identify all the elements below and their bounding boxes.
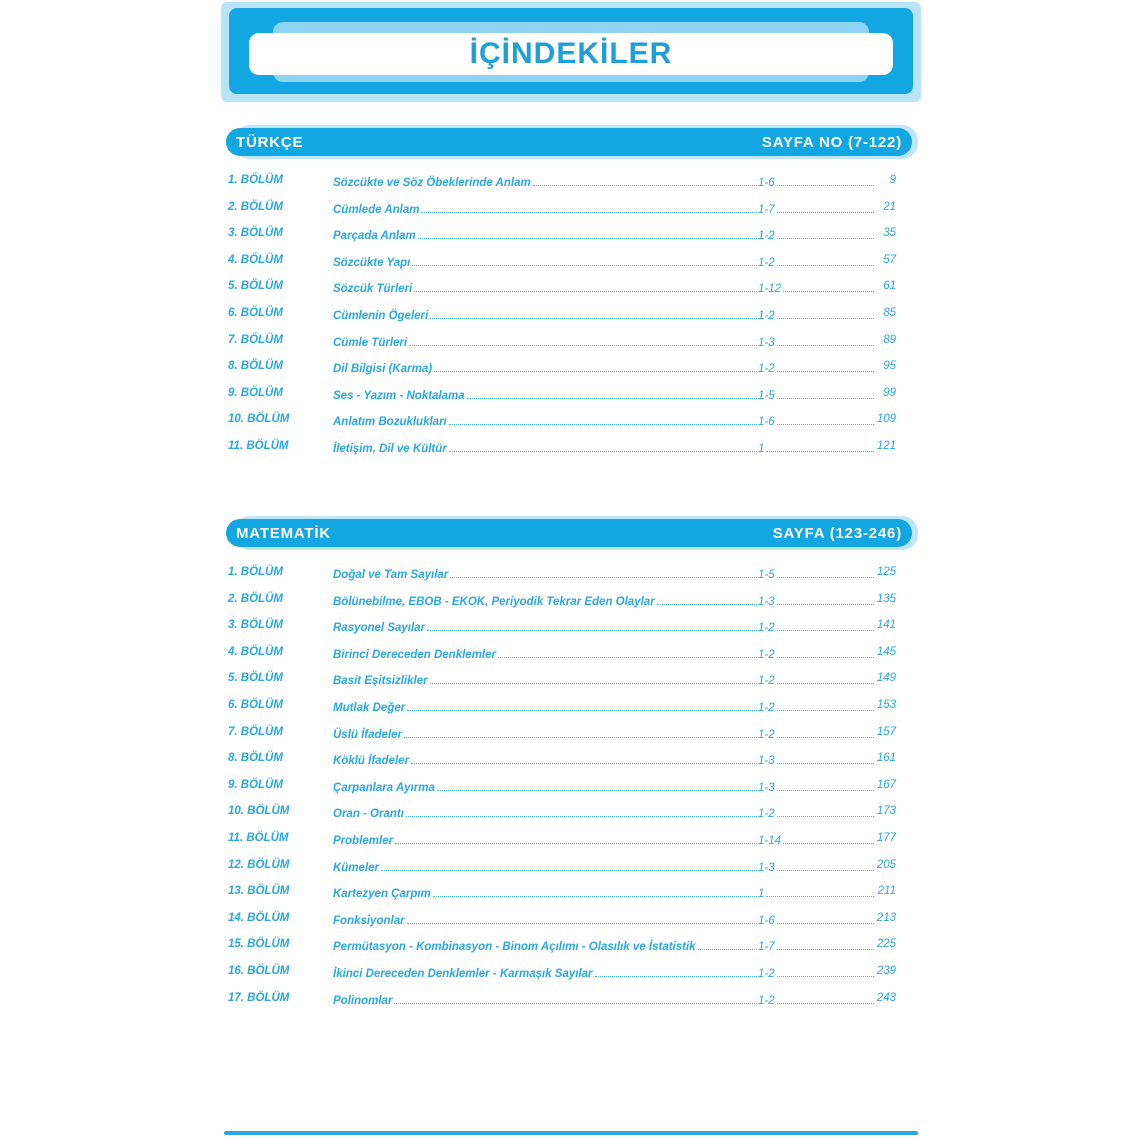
chapter-number: 9. BÖLÜM bbox=[228, 778, 283, 791]
test-range: 1-3 bbox=[758, 861, 775, 874]
toc-row[interactable] bbox=[228, 693, 896, 720]
dot-leader bbox=[777, 965, 874, 977]
test-range: 1-2 bbox=[758, 230, 775, 243]
page-number: 109 bbox=[876, 413, 896, 426]
dot-leader bbox=[777, 413, 874, 425]
chapter-number: 2. BÖLÜM bbox=[228, 592, 283, 605]
dot-leader bbox=[777, 752, 874, 764]
test-range: 1-2 bbox=[758, 994, 775, 1007]
dot-leader bbox=[430, 672, 757, 684]
dot-leader bbox=[430, 307, 757, 319]
chapter-topic: Ses - Yazım - Noktalama bbox=[333, 389, 465, 402]
chapter-topic: Cümle Türleri bbox=[333, 336, 408, 349]
dot-leader bbox=[595, 965, 757, 977]
dot-leader bbox=[777, 992, 874, 1004]
dot-leader bbox=[777, 672, 874, 684]
chapter-topic: Üslü İfadeler bbox=[333, 728, 403, 741]
dot-leader bbox=[418, 227, 757, 239]
dot-leader bbox=[777, 387, 874, 399]
test-range: 1-2 bbox=[758, 967, 775, 980]
section-title: TÜRKÇE bbox=[236, 133, 304, 151]
section-header-turkce bbox=[226, 125, 918, 159]
dot-leader bbox=[395, 832, 757, 844]
chapter-number: 2. BÖLÜM bbox=[228, 200, 283, 213]
dot-leader bbox=[766, 440, 874, 452]
toc-row[interactable] bbox=[228, 613, 896, 640]
test-range: 1-2 bbox=[758, 309, 775, 322]
chapter-number: 8. BÖLÜM bbox=[228, 360, 283, 373]
page-number: 35 bbox=[883, 227, 896, 240]
page-number: 145 bbox=[876, 645, 896, 658]
page-number: 205 bbox=[876, 858, 896, 871]
chapter-topic: Sözcükte Yapı bbox=[333, 256, 411, 269]
chapter-topic: Basit Eşitsizlikler bbox=[333, 675, 428, 688]
dot-leader bbox=[414, 280, 757, 292]
toc-row[interactable] bbox=[228, 666, 896, 693]
chapter-topic: Köklü İfadeler bbox=[333, 755, 410, 768]
test-range: 1-6 bbox=[758, 914, 775, 927]
dot-leader bbox=[777, 726, 874, 738]
page-number: 61 bbox=[883, 280, 896, 293]
page-number: 89 bbox=[883, 333, 896, 346]
test-range: 1-2 bbox=[758, 648, 775, 661]
page-number: 99 bbox=[883, 386, 896, 399]
dot-leader bbox=[777, 593, 874, 605]
dot-leader bbox=[498, 646, 757, 658]
test-range: 1-2 bbox=[758, 728, 775, 741]
toc-row[interactable] bbox=[228, 959, 896, 986]
toc-row[interactable] bbox=[228, 248, 896, 275]
dot-leader bbox=[467, 387, 757, 399]
page-number: 153 bbox=[876, 698, 896, 711]
toc-row[interactable] bbox=[228, 799, 896, 826]
dot-leader bbox=[777, 779, 874, 791]
page-number: 211 bbox=[877, 885, 896, 898]
dot-leader bbox=[777, 566, 874, 578]
chapter-number: 5. BÖLÜM bbox=[228, 672, 283, 685]
toc-row[interactable] bbox=[228, 195, 896, 222]
dot-leader bbox=[783, 832, 874, 844]
chapter-topic: Oran - Orantı bbox=[333, 808, 404, 821]
title-banner-frame bbox=[229, 8, 913, 94]
page-number: 85 bbox=[883, 306, 896, 319]
dot-leader bbox=[437, 779, 757, 791]
chapter-topic: Sözcük Türleri bbox=[333, 283, 413, 296]
dot-leader bbox=[777, 360, 874, 372]
dot-leader bbox=[777, 938, 874, 950]
test-range: 1-12 bbox=[758, 283, 782, 296]
chapter-number: 11. BÖLÜM bbox=[228, 831, 289, 844]
page-number: 243 bbox=[876, 991, 896, 1004]
chapter-number: 3. BÖLÜM bbox=[228, 227, 283, 240]
toc-row[interactable] bbox=[228, 354, 896, 381]
toc-row[interactable] bbox=[228, 640, 896, 667]
chapter-topic: Çarpanlara Ayırma bbox=[333, 781, 435, 794]
section-page-range: SAYFA NO (7-122) bbox=[761, 133, 902, 151]
toc-row[interactable] bbox=[228, 879, 896, 906]
chapter-number: 17. BÖLÜM bbox=[228, 991, 290, 1004]
toc-row[interactable] bbox=[228, 301, 896, 328]
chapter-number: 10. BÖLÜM bbox=[228, 413, 290, 426]
page-number: 57 bbox=[883, 253, 896, 266]
page-number: 161 bbox=[876, 752, 896, 765]
dot-leader bbox=[407, 912, 757, 924]
chapter-number: 5. BÖLÜM bbox=[228, 280, 283, 293]
chapter-topic: Doğal ve Tam Sayılar bbox=[333, 569, 449, 581]
toc-row[interactable] bbox=[228, 986, 896, 1013]
toc-row[interactable] bbox=[228, 746, 896, 773]
test-range: 1-5 bbox=[758, 569, 775, 581]
page-number: 95 bbox=[883, 360, 896, 373]
section-title: MATEMATİK bbox=[236, 524, 331, 542]
dot-leader bbox=[777, 254, 874, 266]
dot-leader bbox=[407, 699, 757, 711]
chapter-number: 15. BÖLÜM bbox=[228, 938, 290, 951]
toc-row[interactable] bbox=[228, 381, 896, 408]
test-range: 1-2 bbox=[758, 808, 775, 821]
test-range: 1-2 bbox=[758, 622, 775, 635]
test-range: 1-3 bbox=[758, 595, 775, 608]
page-number: 141 bbox=[876, 619, 896, 632]
dot-leader bbox=[394, 992, 757, 1004]
chapter-number: 1. BÖLÜM bbox=[228, 566, 283, 578]
dot-leader bbox=[777, 227, 874, 239]
toc-row[interactable] bbox=[228, 274, 896, 301]
dot-leader bbox=[777, 699, 874, 711]
test-range: 1-3 bbox=[758, 755, 775, 768]
test-range: 1-3 bbox=[758, 781, 775, 794]
toc-row[interactable] bbox=[228, 853, 896, 880]
chapter-topic: Anlatım Bozuklukları bbox=[333, 416, 447, 429]
dot-leader bbox=[777, 859, 874, 871]
page-number: 125 bbox=[876, 566, 896, 578]
chapter-topic: Kümeler bbox=[333, 861, 380, 874]
dot-leader bbox=[404, 726, 757, 738]
chapter-topic: Rasyonel Sayılar bbox=[333, 622, 426, 635]
section-header-matematik bbox=[226, 516, 918, 550]
chapter-topic: Permütasyon - Kombinasyon - Binom Açılımı - Olasılık ve İstatistik bbox=[333, 941, 696, 954]
chapter-number: 4. BÖLÜM bbox=[228, 645, 283, 658]
toc-row[interactable] bbox=[228, 434, 896, 461]
page-number: 177 bbox=[876, 831, 896, 844]
chapter-topic: Cümlenin Ögeleri bbox=[333, 309, 429, 322]
chapter-number: 13. BÖLÜM bbox=[228, 885, 290, 898]
toc-row[interactable] bbox=[228, 221, 896, 248]
dot-leader bbox=[777, 334, 874, 346]
toc-row[interactable] bbox=[228, 560, 896, 587]
dot-leader bbox=[766, 885, 874, 897]
dot-leader bbox=[411, 752, 757, 764]
toc-row[interactable] bbox=[228, 168, 896, 195]
test-range: 1-2 bbox=[758, 363, 775, 376]
chapter-topic: Cümlede Anlam bbox=[333, 203, 420, 216]
chapter-number: 4. BÖLÜM bbox=[228, 253, 283, 266]
chapter-number: 10. BÖLÜM bbox=[228, 805, 290, 818]
dot-leader bbox=[657, 593, 757, 605]
test-range: 1-5 bbox=[758, 389, 775, 402]
dot-leader bbox=[421, 201, 757, 213]
chapter-topic: İletişim, Dil ve Kültür bbox=[333, 442, 447, 455]
toc-row[interactable] bbox=[228, 773, 896, 800]
page-number: 173 bbox=[876, 805, 896, 818]
page-title: İÇİNDEKİLER bbox=[469, 37, 673, 70]
chapter-number: 16. BÖLÜM bbox=[228, 964, 290, 977]
toc-row[interactable] bbox=[228, 328, 896, 355]
dot-leader bbox=[777, 805, 874, 817]
bottom-rule bbox=[224, 1131, 918, 1135]
chapter-topic: Mutlak Değer bbox=[333, 701, 406, 714]
toc-list-turkce bbox=[228, 168, 896, 461]
dot-leader bbox=[777, 912, 874, 924]
test-range: 1-7 bbox=[758, 203, 775, 216]
chapter-topic: Parçada Anlam bbox=[333, 230, 416, 243]
dot-leader bbox=[777, 174, 874, 186]
dot-leader bbox=[783, 280, 874, 292]
chapter-number: 6. BÖLÜM bbox=[228, 306, 283, 319]
page-number: 157 bbox=[876, 725, 896, 738]
dot-leader bbox=[427, 619, 757, 631]
chapter-topic: Dil Bilgisi (Karma) bbox=[333, 363, 433, 376]
chapter-topic: Problemler bbox=[333, 834, 394, 847]
dot-leader bbox=[777, 307, 874, 319]
test-range: 1 bbox=[758, 442, 765, 455]
page-number: 239 bbox=[876, 964, 896, 977]
toc-row[interactable] bbox=[228, 407, 896, 434]
page-number: 225 bbox=[876, 938, 896, 951]
page-number: 149 bbox=[876, 672, 896, 685]
chapter-topic: İkinci Dereceden Denklemler - Karmaşık Sayılar bbox=[333, 967, 593, 980]
test-range: 1-6 bbox=[758, 416, 775, 429]
toc-row[interactable] bbox=[228, 826, 896, 853]
chapter-topic: Bölünebilme, EBOB - EKOK, Periyodik Tekrar Eden Olaylar bbox=[333, 595, 655, 608]
chapter-number: 11. BÖLÜM bbox=[228, 439, 289, 452]
dot-leader bbox=[412, 254, 757, 266]
dot-leader bbox=[533, 174, 757, 186]
test-range: 1 bbox=[758, 888, 765, 901]
toc-row[interactable] bbox=[228, 587, 896, 614]
chapter-topic: Sözcükte ve Söz Öbeklerinde Anlam bbox=[333, 177, 531, 189]
page-number: 135 bbox=[876, 592, 896, 605]
dot-leader bbox=[777, 646, 874, 658]
test-range: 1-2 bbox=[758, 675, 775, 688]
section-page-range: SAYFA (123-246) bbox=[772, 524, 902, 542]
chapter-number: 12. BÖLÜM bbox=[228, 858, 290, 871]
test-range: 1-7 bbox=[758, 941, 775, 954]
page-number: 21 bbox=[883, 200, 896, 213]
chapter-topic: Birinci Dereceden Denklemler bbox=[333, 648, 496, 661]
chapter-number: 9. BÖLÜM bbox=[228, 386, 283, 399]
chapter-number: 3. BÖLÜM bbox=[228, 619, 283, 632]
chapter-number: 1. BÖLÜM bbox=[228, 174, 283, 186]
dot-leader bbox=[433, 885, 757, 897]
test-range: 1-2 bbox=[758, 256, 775, 269]
dot-leader bbox=[449, 413, 757, 425]
dot-leader bbox=[409, 334, 757, 346]
chapter-topic: Kartezyen Çarpım bbox=[333, 888, 431, 901]
page-number: 9 bbox=[889, 174, 896, 186]
dot-leader bbox=[777, 619, 874, 631]
test-range: 1-3 bbox=[758, 336, 775, 349]
dot-leader bbox=[381, 859, 757, 871]
dot-leader bbox=[698, 938, 757, 950]
test-range: 1-14 bbox=[758, 834, 782, 847]
dot-leader bbox=[450, 566, 757, 578]
chapter-number: 7. BÖLÜM bbox=[228, 725, 283, 738]
toc-row[interactable] bbox=[228, 932, 896, 959]
toc-row[interactable] bbox=[228, 906, 896, 933]
dot-leader bbox=[777, 201, 874, 213]
chapter-number: 14. BÖLÜM bbox=[228, 911, 290, 924]
chapter-number: 7. BÖLÜM bbox=[228, 333, 283, 346]
page-number: 167 bbox=[876, 778, 896, 791]
toc-row[interactable] bbox=[228, 720, 896, 747]
page-number: 121 bbox=[876, 439, 896, 452]
test-range: 1-2 bbox=[758, 701, 775, 714]
toc-list-matematik bbox=[228, 560, 896, 1012]
chapter-number: 6. BÖLÜM bbox=[228, 698, 283, 711]
dot-leader bbox=[449, 440, 757, 452]
chapter-topic: Fonksiyonlar bbox=[333, 914, 405, 927]
chapter-number: 8. BÖLÜM bbox=[228, 752, 283, 765]
dot-leader bbox=[434, 360, 757, 372]
title-banner bbox=[221, 2, 921, 102]
chapter-topic: Polinomlar bbox=[333, 994, 393, 1007]
page-number: 213 bbox=[876, 911, 896, 924]
dot-leader bbox=[406, 805, 757, 817]
test-range: 1-6 bbox=[758, 177, 775, 189]
